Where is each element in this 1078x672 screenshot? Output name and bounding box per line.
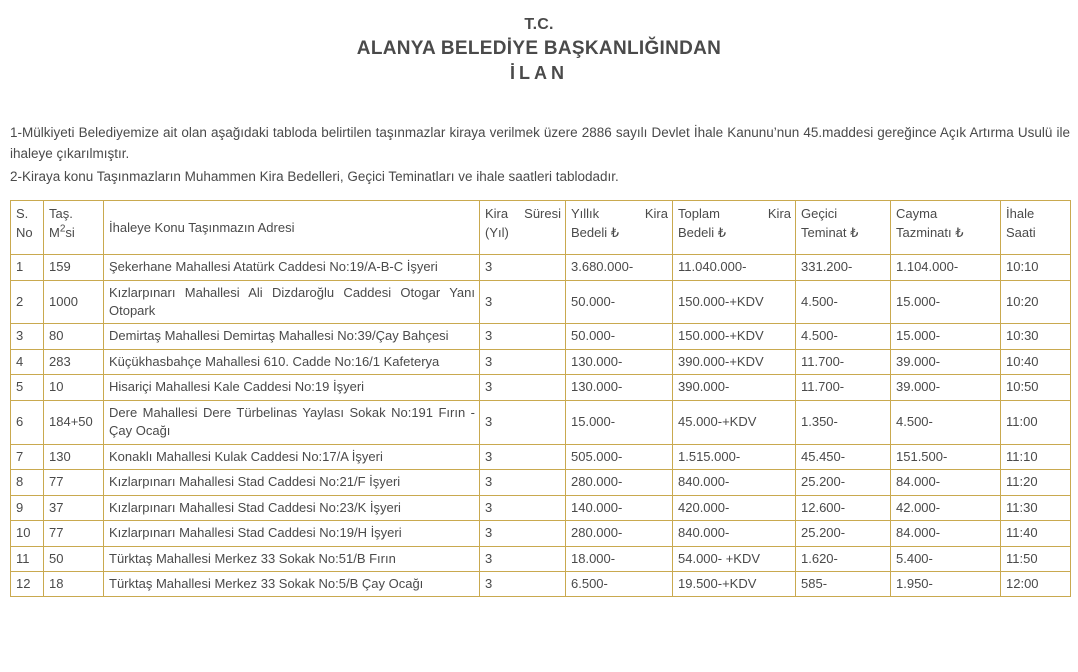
cell-metrekare: 184+50 xyxy=(44,400,104,444)
cell-metrekare: 80 xyxy=(44,324,104,349)
header-yillik-line1: Yıllık Kira xyxy=(571,206,668,222)
cell-toplam-kira-bedeli: 840.000- xyxy=(673,521,796,546)
cell-ihale-saati: 10:40 xyxy=(1001,349,1071,374)
header-adres-label: İhaleye Konu Taşınmazın Adresi xyxy=(109,220,295,236)
intro-text xyxy=(0,86,1078,189)
cell-cayma-tazminati: 4.500- xyxy=(891,400,1001,444)
cell-ihale-saati: 10:20 xyxy=(1001,280,1071,324)
cell-toplam-kira-bedeli: 54.000- +KDV xyxy=(673,546,796,571)
cell-ihale-saati: 11:40 xyxy=(1001,521,1071,546)
cell-sira-no: 5 xyxy=(11,375,44,400)
cell-sira-no: 1 xyxy=(11,255,44,280)
cell-kira-suresi: 3 xyxy=(480,400,566,444)
cell-adres: Dere Mahallesi Dere Türbelinas Yaylası Sokak No:191 Fırın - Çay Ocağı xyxy=(104,400,480,444)
header-cayma-line1: Cayma xyxy=(896,206,938,222)
cell-yillik-kira-bedeli: 50.000- xyxy=(566,324,673,349)
cell-gecici-teminat: 1.350- xyxy=(796,400,891,444)
table-row xyxy=(11,521,1071,546)
cell-adres: Kızlarpınarı Mahallesi Stad Caddesi No:23/K İşyeri xyxy=(104,495,480,520)
cell-ihale-saati: 11:50 xyxy=(1001,546,1071,571)
cell-cayma-tazminati: 151.500- xyxy=(891,444,1001,469)
cell-cayma-tazminati: 15.000- xyxy=(891,324,1001,349)
cell-gecici-teminat: 585- xyxy=(796,572,891,597)
cell-ihale-saati: 12:00 xyxy=(1001,572,1071,597)
cell-adres: Konaklı Mahallesi Kulak Caddesi No:17/A İşyeri xyxy=(104,444,480,469)
cell-adres: Şekerhane Mahallesi Atatürk Caddesi No:19/A-B-C İşyeri xyxy=(104,255,480,280)
header-line-ilan: İLAN xyxy=(510,63,568,84)
cell-adres: Demirtaş Mahallesi Demirtaş Mahallesi No:39/Çay Bahçesi xyxy=(104,324,480,349)
table-row xyxy=(11,495,1071,520)
header-m2-superscript: 2 xyxy=(59,223,66,235)
cell-kira-suresi: 3 xyxy=(480,546,566,571)
table-row xyxy=(11,349,1071,374)
cell-metrekare: 130 xyxy=(44,444,104,469)
cell-adres: Kızlarpınarı Mahallesi Stad Caddesi No:19/H İşyeri xyxy=(104,521,480,546)
header-m2-line1: Taş. xyxy=(49,206,73,222)
cell-gecici-teminat: 11.700- xyxy=(796,375,891,400)
header-line-tc: T.C. xyxy=(524,16,554,33)
column-header-yillik-kira-bedeli xyxy=(566,201,673,255)
header-saat-line2: Saati xyxy=(1006,224,1036,240)
header-sure-line1: Kira Süresi xyxy=(485,206,561,222)
column-header-toplam-kira-bedeli xyxy=(673,201,796,255)
cell-cayma-tazminati: 1.950- xyxy=(891,572,1001,597)
cell-kira-suresi: 3 xyxy=(480,349,566,374)
cell-sira-no: 11 xyxy=(11,546,44,571)
cell-yillik-kira-bedeli: 140.000- xyxy=(566,495,673,520)
table-row xyxy=(11,444,1071,469)
cell-metrekare: 37 xyxy=(44,495,104,520)
table-row xyxy=(11,546,1071,571)
cell-metrekare: 50 xyxy=(44,546,104,571)
cell-gecici-teminat: 331.200- xyxy=(796,255,891,280)
cell-kira-suresi: 3 xyxy=(480,444,566,469)
table-row xyxy=(11,324,1071,349)
header-gecici-line1: Geçici xyxy=(801,206,838,222)
cell-toplam-kira-bedeli: 1.515.000- xyxy=(673,444,796,469)
cell-adres: Küçükhasbahçe Mahallesi 610. Cadde No:16/1 Kafeterya xyxy=(104,349,480,374)
header-yillik-line2: Bedeli ₺ xyxy=(571,224,620,240)
header-line-title: ALANYA BELEDİYE BAŞKANLIĞINDAN xyxy=(356,37,722,59)
cell-metrekare: 159 xyxy=(44,255,104,280)
auction-table xyxy=(10,200,1071,597)
cell-adres: Kızlarpınarı Mahallesi Ali Dizdaroğlu Caddesi Otogar Yanı Otopark xyxy=(104,280,480,324)
cell-sira-no: 9 xyxy=(11,495,44,520)
cell-kira-suresi: 3 xyxy=(480,470,566,495)
cell-gecici-teminat: 4.500- xyxy=(796,280,891,324)
cell-sira-no: 3 xyxy=(11,324,44,349)
cell-cayma-tazminati: 5.400- xyxy=(891,546,1001,571)
header-toplam-line2: Bedeli ₺ xyxy=(678,224,727,240)
cell-cayma-tazminati: 84.000- xyxy=(891,470,1001,495)
cell-cayma-tazminati: 84.000- xyxy=(891,521,1001,546)
cell-sira-no: 8 xyxy=(11,470,44,495)
header-sure-line2: (Yıl) xyxy=(485,224,509,240)
table-row xyxy=(11,572,1071,597)
cell-toplam-kira-bedeli: 45.000-+KDV xyxy=(673,400,796,444)
intro-paragraph-1: 1-Mülkiyeti Belediyemize ait olan aşağıdaki tabloda belirtilen taşınmazlar kiraya verilmek üzere 2886 sayılı Devlet İhale Kanunu’nun 45.maddesi gereğince Açık Artırma Usulü ile ihaleye çıkarılmıştır. xyxy=(10,124,1070,162)
cell-cayma-tazminati: 39.000- xyxy=(891,349,1001,374)
table-row xyxy=(11,400,1071,444)
table-row xyxy=(11,255,1071,280)
cell-gecici-teminat: 11.700- xyxy=(796,349,891,374)
cell-adres: Türktaş Mahallesi Merkez 33 Sokak No:51/B Fırın xyxy=(104,546,480,571)
cell-ihale-saati: 11:10 xyxy=(1001,444,1071,469)
cell-kira-suresi: 3 xyxy=(480,375,566,400)
cell-metrekare: 1000 xyxy=(44,280,104,324)
column-header-adres xyxy=(104,201,480,255)
cell-adres: Kızlarpınarı Mahallesi Stad Caddesi No:21/F İşyeri xyxy=(104,470,480,495)
cell-yillik-kira-bedeli: 280.000- xyxy=(566,521,673,546)
cell-yillik-kira-bedeli: 18.000- xyxy=(566,546,673,571)
cell-gecici-teminat: 1.620- xyxy=(796,546,891,571)
cell-yillik-kira-bedeli: 505.000- xyxy=(566,444,673,469)
cell-metrekare: 77 xyxy=(44,521,104,546)
header-m2-suffix: si xyxy=(65,224,75,240)
column-header-cayma-tazminati xyxy=(891,201,1001,255)
cell-kira-suresi: 3 xyxy=(480,255,566,280)
cell-gecici-teminat: 4.500- xyxy=(796,324,891,349)
header-sira-line2: No xyxy=(16,224,33,240)
intro-paragraph-2: 2-Kiraya konu Taşınmazların Muhammen Kira Bedelleri, Geçici Teminatları ve ihale saatleri tablodadır. xyxy=(10,169,619,185)
cell-toplam-kira-bedeli: 840.000- xyxy=(673,470,796,495)
cell-metrekare: 18 xyxy=(44,572,104,597)
column-header-gecici-teminat xyxy=(796,201,891,255)
cell-cayma-tazminati: 39.000- xyxy=(891,375,1001,400)
cell-yillik-kira-bedeli: 3.680.000- xyxy=(566,255,673,280)
document-header xyxy=(0,0,1078,86)
cell-kira-suresi: 3 xyxy=(480,495,566,520)
cell-kira-suresi: 3 xyxy=(480,280,566,324)
table-row xyxy=(11,470,1071,495)
table-body xyxy=(11,255,1071,597)
cell-toplam-kira-bedeli: 150.000-+KDV xyxy=(673,324,796,349)
cell-gecici-teminat: 45.450- xyxy=(796,444,891,469)
cell-ihale-saati: 11:20 xyxy=(1001,470,1071,495)
header-saat-line1: İhale xyxy=(1006,206,1035,222)
column-header-metrekare xyxy=(44,201,104,255)
cell-sira-no: 2 xyxy=(11,280,44,324)
cell-yillik-kira-bedeli: 15.000- xyxy=(566,400,673,444)
cell-gecici-teminat: 25.200- xyxy=(796,521,891,546)
cell-metrekare: 77 xyxy=(44,470,104,495)
cell-toplam-kira-bedeli: 420.000- xyxy=(673,495,796,520)
cell-yillik-kira-bedeli: 50.000- xyxy=(566,280,673,324)
cell-sira-no: 6 xyxy=(11,400,44,444)
cell-gecici-teminat: 12.600- xyxy=(796,495,891,520)
cell-kira-suresi: 3 xyxy=(480,521,566,546)
cell-yillik-kira-bedeli: 6.500- xyxy=(566,572,673,597)
cell-ihale-saati: 11:30 xyxy=(1001,495,1071,520)
cell-yillik-kira-bedeli: 280.000- xyxy=(566,470,673,495)
cell-kira-suresi: 3 xyxy=(480,324,566,349)
cell-toplam-kira-bedeli: 19.500-+KDV xyxy=(673,572,796,597)
cell-ihale-saati: 10:30 xyxy=(1001,324,1071,349)
cell-sira-no: 12 xyxy=(11,572,44,597)
cell-sira-no: 4 xyxy=(11,349,44,374)
cell-sira-no: 7 xyxy=(11,444,44,469)
header-gecici-line2: Teminat ₺ xyxy=(801,224,859,240)
cell-yillik-kira-bedeli: 130.000- xyxy=(566,349,673,374)
column-header-kira-suresi xyxy=(480,201,566,255)
header-sira-line1: S. xyxy=(16,206,29,222)
cell-ihale-saati: 11:00 xyxy=(1001,400,1071,444)
cell-adres: Hisariçi Mahallesi Kale Caddesi No:19 İşyeri xyxy=(104,375,480,400)
column-header-sira-no xyxy=(11,201,44,255)
cell-ihale-saati: 10:10 xyxy=(1001,255,1071,280)
header-m2-prefix: M xyxy=(49,224,60,240)
cell-toplam-kira-bedeli: 390.000- xyxy=(673,375,796,400)
cell-metrekare: 10 xyxy=(44,375,104,400)
cell-metrekare: 283 xyxy=(44,349,104,374)
cell-sira-no: 10 xyxy=(11,521,44,546)
cell-cayma-tazminati: 15.000- xyxy=(891,280,1001,324)
cell-toplam-kira-bedeli: 11.040.000- xyxy=(673,255,796,280)
cell-toplam-kira-bedeli: 390.000-+KDV xyxy=(673,349,796,374)
cell-ihale-saati: 10:50 xyxy=(1001,375,1071,400)
cell-cayma-tazminati: 42.000- xyxy=(891,495,1001,520)
table-header-row xyxy=(11,201,1071,255)
cell-cayma-tazminati: 1.104.000- xyxy=(891,255,1001,280)
auction-table-container xyxy=(0,189,1078,597)
header-m2-line2 xyxy=(49,224,99,242)
cell-gecici-teminat: 25.200- xyxy=(796,470,891,495)
cell-toplam-kira-bedeli: 150.000-+KDV xyxy=(673,280,796,324)
table-row xyxy=(11,375,1071,400)
cell-yillik-kira-bedeli: 130.000- xyxy=(566,375,673,400)
cell-adres: Türktaş Mahallesi Merkez 33 Sokak No:5/B Çay Ocağı xyxy=(104,572,480,597)
header-cayma-line2: Tazminatı ₺ xyxy=(896,224,964,240)
cell-kira-suresi: 3 xyxy=(480,572,566,597)
table-row xyxy=(11,280,1071,324)
column-header-ihale-saati xyxy=(1001,201,1071,255)
header-toplam-line1: Toplam Kira xyxy=(678,206,791,222)
